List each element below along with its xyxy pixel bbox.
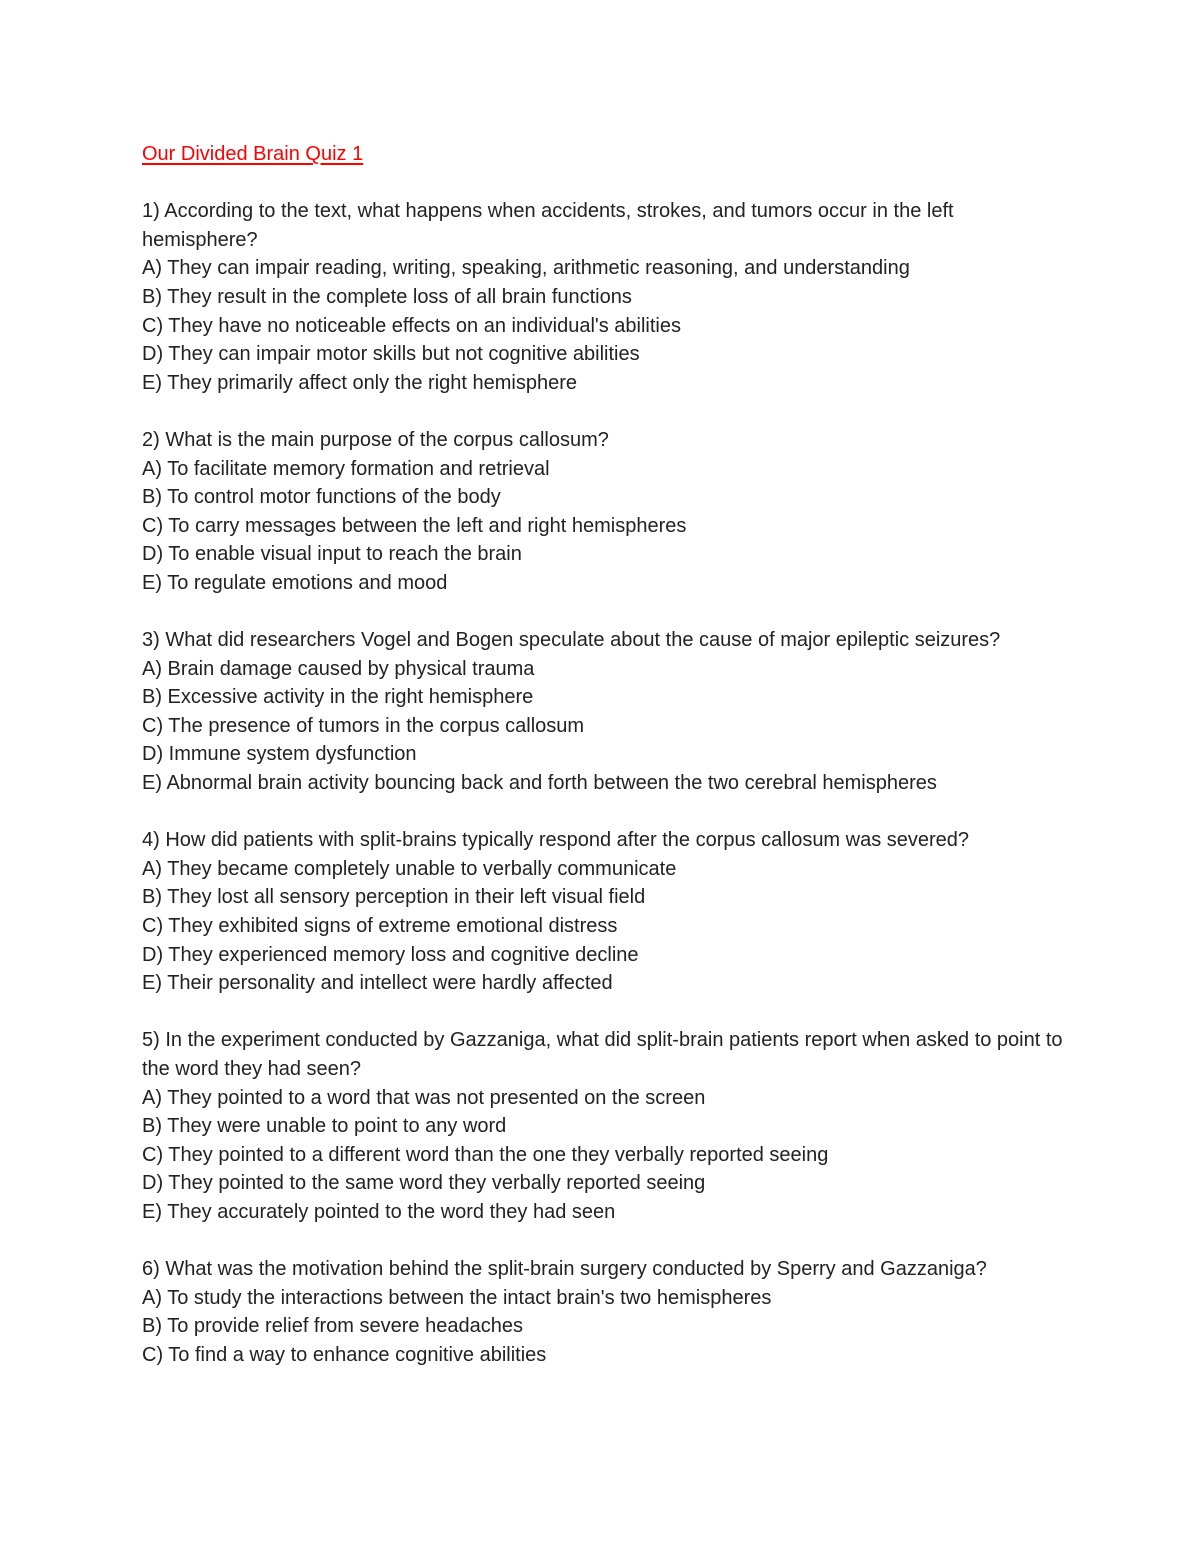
answer-option-e: E) To regulate emotions and mood (142, 571, 448, 594)
answer-option-e: E) Abnormal brain activity bouncing back and forth between the two cerebral hemispheres (142, 772, 937, 795)
answer-option-c: C) To carry messages between the left and right hemispheres (142, 514, 687, 537)
answer-option-d: D) To enable visual input to reach the brain (142, 543, 522, 566)
question-stem: 3) What did researchers Vogel and Bogen speculate about the cause of major epileptic seizures? (142, 629, 1001, 652)
answer-option-a: A) To study the interactions between the intact brain's two hemispheres (142, 1286, 772, 1309)
answer-option-c: C) To find a way to enhance cognitive abilities (142, 1343, 547, 1366)
answer-option-b: B) To control motor functions of the body (142, 486, 501, 509)
question-4 (142, 826, 1072, 998)
answer-option-e: E) Their personality and intellect were hardly affected (142, 972, 613, 995)
question-3 (142, 626, 1072, 798)
answer-option-d: D) They pointed to the same word they verbally reported seeing (142, 1172, 706, 1195)
answer-option-b: B) They result in the complete loss of all brain functions (142, 285, 632, 308)
question-stem: 6) What was the motivation behind the split-brain surgery conducted by Sperry and Gazzaniga? (142, 1258, 987, 1281)
question-2 (142, 426, 1072, 598)
answer-option-e: E) They primarily affect only the right hemisphere (142, 371, 578, 394)
question-1 (142, 197, 1072, 397)
answer-option-d: D) They experienced memory loss and cognitive decline (142, 943, 639, 966)
question-stem: 2) What is the main purpose of the corpus callosum? (142, 428, 609, 451)
answer-option-b: B) Excessive activity in the right hemisphere (142, 686, 534, 709)
question-stem: 4) How did patients with split-brains typically respond after the corpus callosum was severed? (142, 829, 970, 852)
answer-option-d: D) Immune system dysfunction (142, 743, 417, 766)
answer-option-e: E) They accurately pointed to the word they had seen (142, 1200, 616, 1223)
question-stem: 5) In the experiment conducted by Gazzaniga, what did split-brain patients report when asked to point to the word they had seen? (142, 1029, 1063, 1080)
question-5 (142, 1026, 1072, 1226)
answer-option-a: A) They became completely unable to verbally communicate (142, 857, 677, 880)
question-6 (142, 1255, 1072, 1369)
answer-option-c: C) They pointed to a different word than the one they verbally reported seeing (142, 1143, 829, 1166)
document-body (142, 140, 1072, 1398)
answer-option-b: B) They lost all sensory perception in their left visual field (142, 886, 646, 909)
quiz-title: Our Divided Brain Quiz 1 (142, 143, 364, 165)
answer-option-a: A) They can impair reading, writing, speaking, arithmetic reasoning, and understanding (142, 257, 910, 280)
answer-option-c: C) The presence of tumors in the corpus callosum (142, 714, 585, 737)
answer-option-b: B) To provide relief from severe headaches (142, 1315, 523, 1338)
answer-option-c: C) They exhibited signs of extreme emotional distress (142, 915, 618, 938)
answer-option-a: A) They pointed to a word that was not presented on the screen (142, 1086, 706, 1109)
answer-option-d: D) They can impair motor skills but not cognitive abilities (142, 343, 640, 366)
answer-option-c: C) They have no noticeable effects on an individual's abilities (142, 314, 681, 337)
answer-option-b: B) They were unable to point to any word (142, 1115, 507, 1138)
answer-option-a: A) To facilitate memory formation and retrieval (142, 457, 550, 480)
title-block (142, 140, 1072, 169)
question-stem: 1) According to the text, what happens when accidents, strokes, and tumors occur in the left hemisphere? (142, 200, 954, 251)
answer-option-a: A) Brain damage caused by physical trauma (142, 657, 535, 680)
